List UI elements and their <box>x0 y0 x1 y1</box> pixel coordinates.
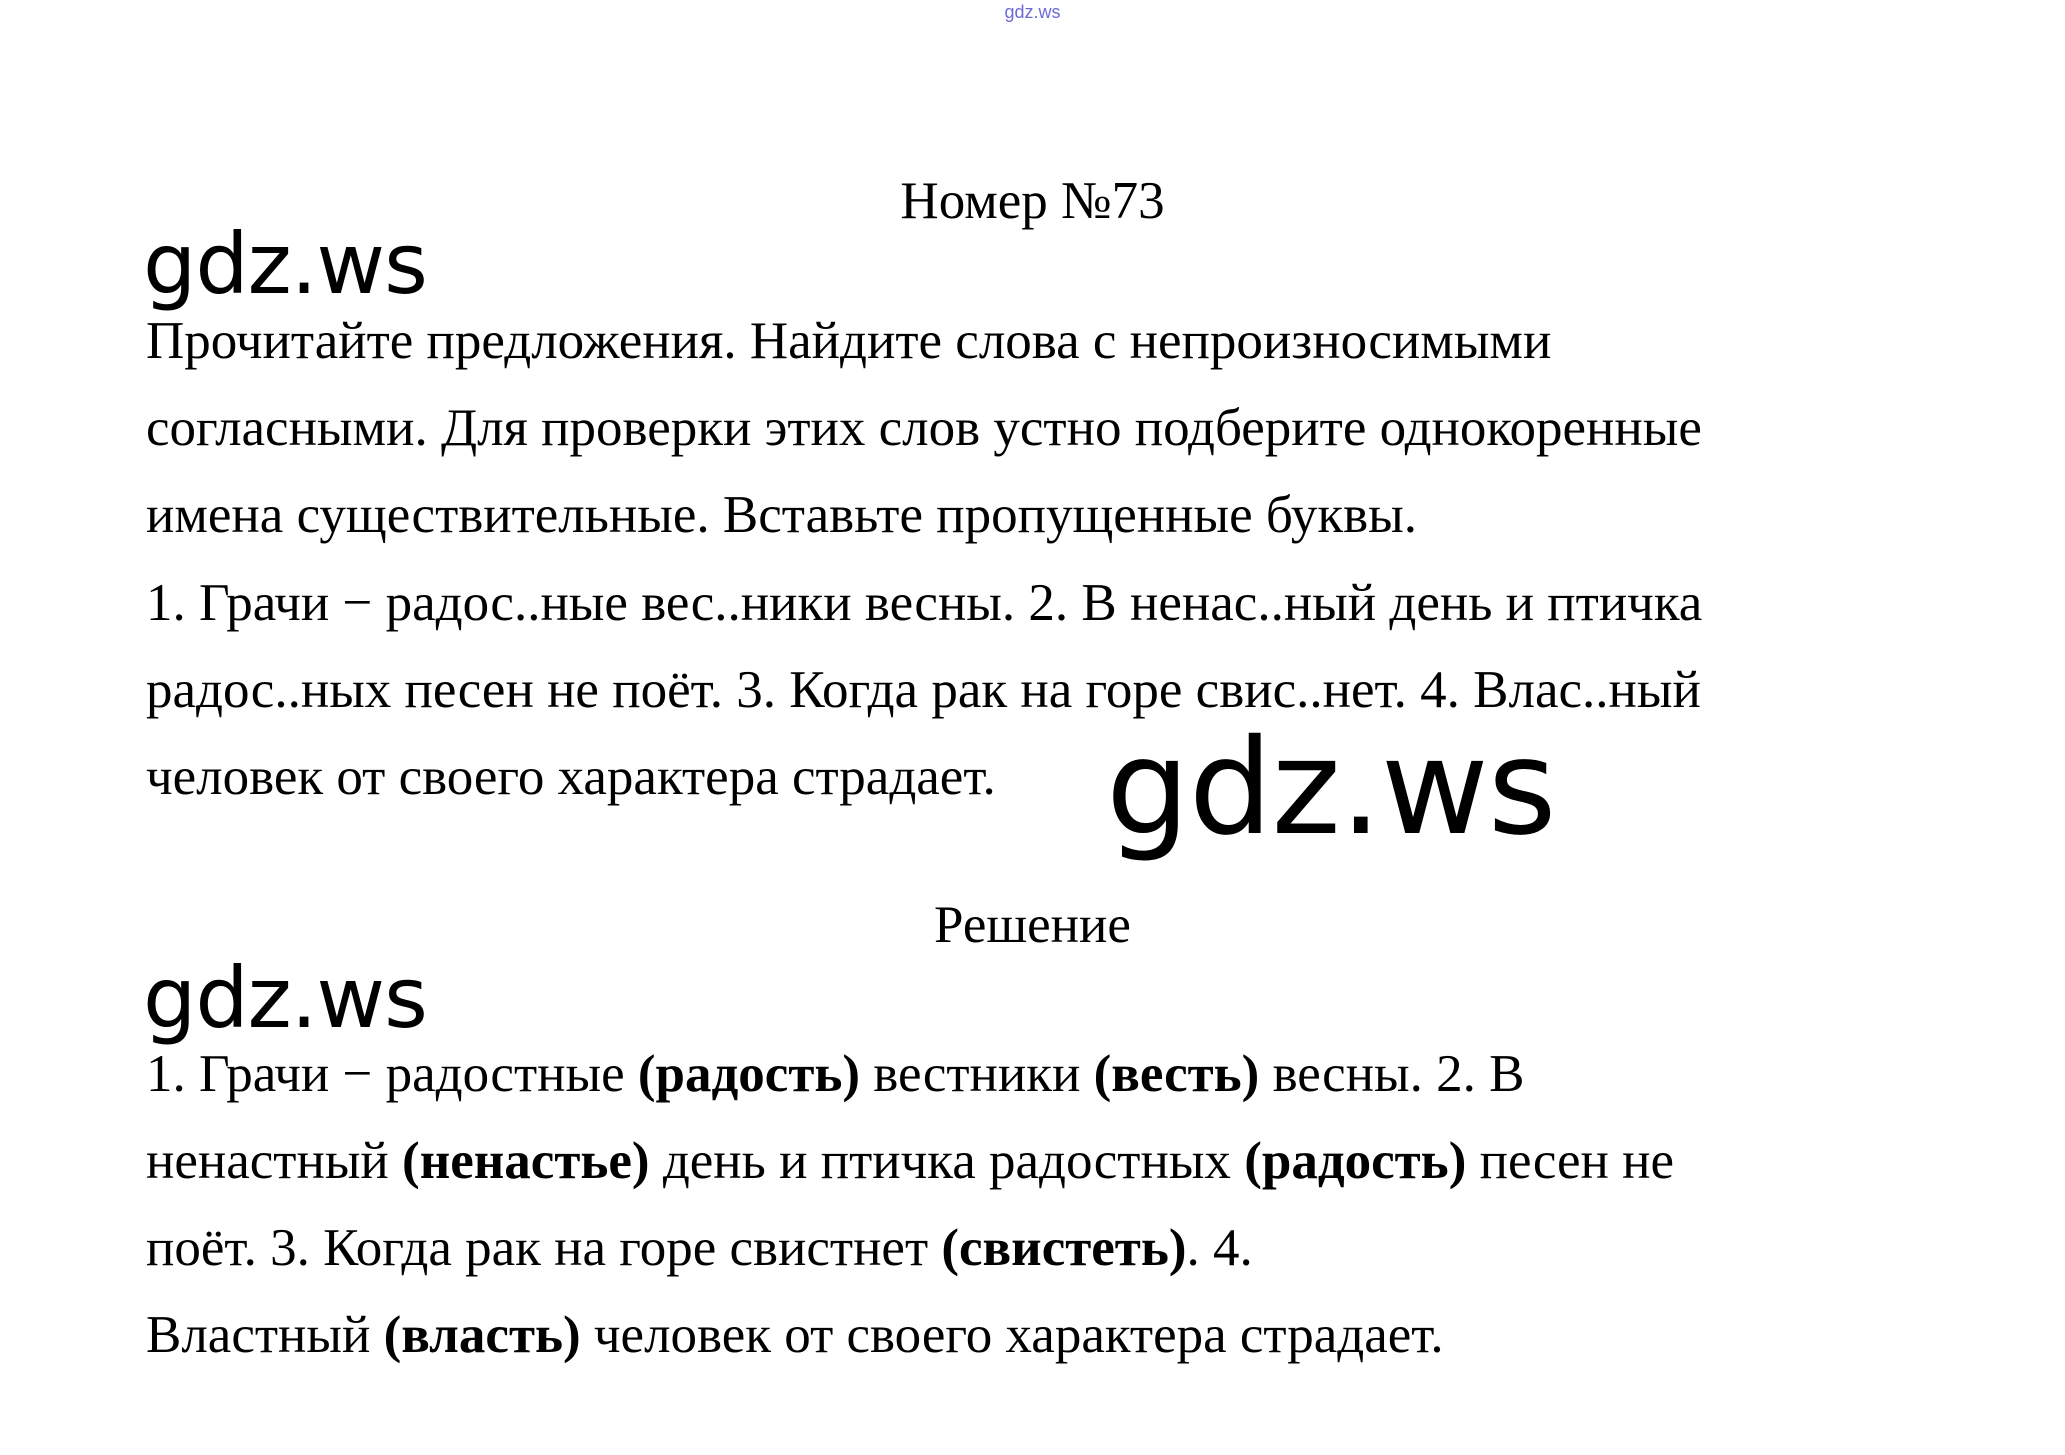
check-word: (ненастье) <box>402 1132 650 1190</box>
site-link[interactable]: gdz.ws <box>1004 2 1061 22</box>
task-sentences <box>146 560 1996 821</box>
task-instructions <box>146 298 1996 559</box>
solution-line <box>146 1118 1996 1205</box>
solution-text: поёт. 3. Когда рак на горе свистнет <box>146 1219 942 1277</box>
task-line: согласными. Для проверки этих слов устно подберите однокоренные <box>146 399 1702 457</box>
check-word: (свистеть) <box>941 1219 1187 1277</box>
solution-title: Решение <box>934 896 1131 954</box>
solution-text: весны. 2. В <box>1259 1045 1525 1103</box>
sentence-line: 1. Грачи − радос..ные вес..ники весны. 2. В ненас..ный день и птичка <box>146 574 1703 632</box>
solution-text: вестники <box>860 1045 1094 1103</box>
solution-line <box>146 1031 1996 1118</box>
check-word: (власть) <box>383 1306 581 1364</box>
solution-answer <box>146 1031 1996 1379</box>
solution-line <box>146 1205 1996 1292</box>
task-line: Прочитайте предложения. Найдите слова с непроизносимыми <box>146 312 1552 370</box>
solution-text: день и птичка радостных <box>649 1132 1245 1190</box>
sentence-line: человек от своего характера страдает. <box>146 748 996 806</box>
check-word: (радость) <box>637 1045 861 1103</box>
watermark-logo: gdz.ws <box>1106 711 1556 865</box>
solution-text: песен не <box>1466 1132 1675 1190</box>
check-word: (радость) <box>1244 1132 1467 1190</box>
solution-line <box>146 1292 1996 1379</box>
sentence-line: радос..ных песен не поёт. 3. Когда рак на горе свис..нет. 4. Влас..ный <box>146 661 1701 719</box>
solution-text: ненастный <box>146 1132 403 1190</box>
watermark-logo: gdz.ws <box>143 215 427 313</box>
solution-text: человек от своего характера страдает. <box>580 1306 1444 1364</box>
check-word: (весть) <box>1093 1045 1260 1103</box>
solution-text: Властный <box>146 1306 384 1364</box>
task-line: имена существительные. Вставьте пропущенные буквы. <box>146 486 1417 544</box>
watermark-logo: gdz.ws <box>143 949 427 1047</box>
solution-text: . 4. <box>1186 1219 1253 1277</box>
solution-text: 1. Грачи − радостные <box>146 1045 638 1103</box>
problem-number-title: Номер №73 <box>900 172 1165 230</box>
